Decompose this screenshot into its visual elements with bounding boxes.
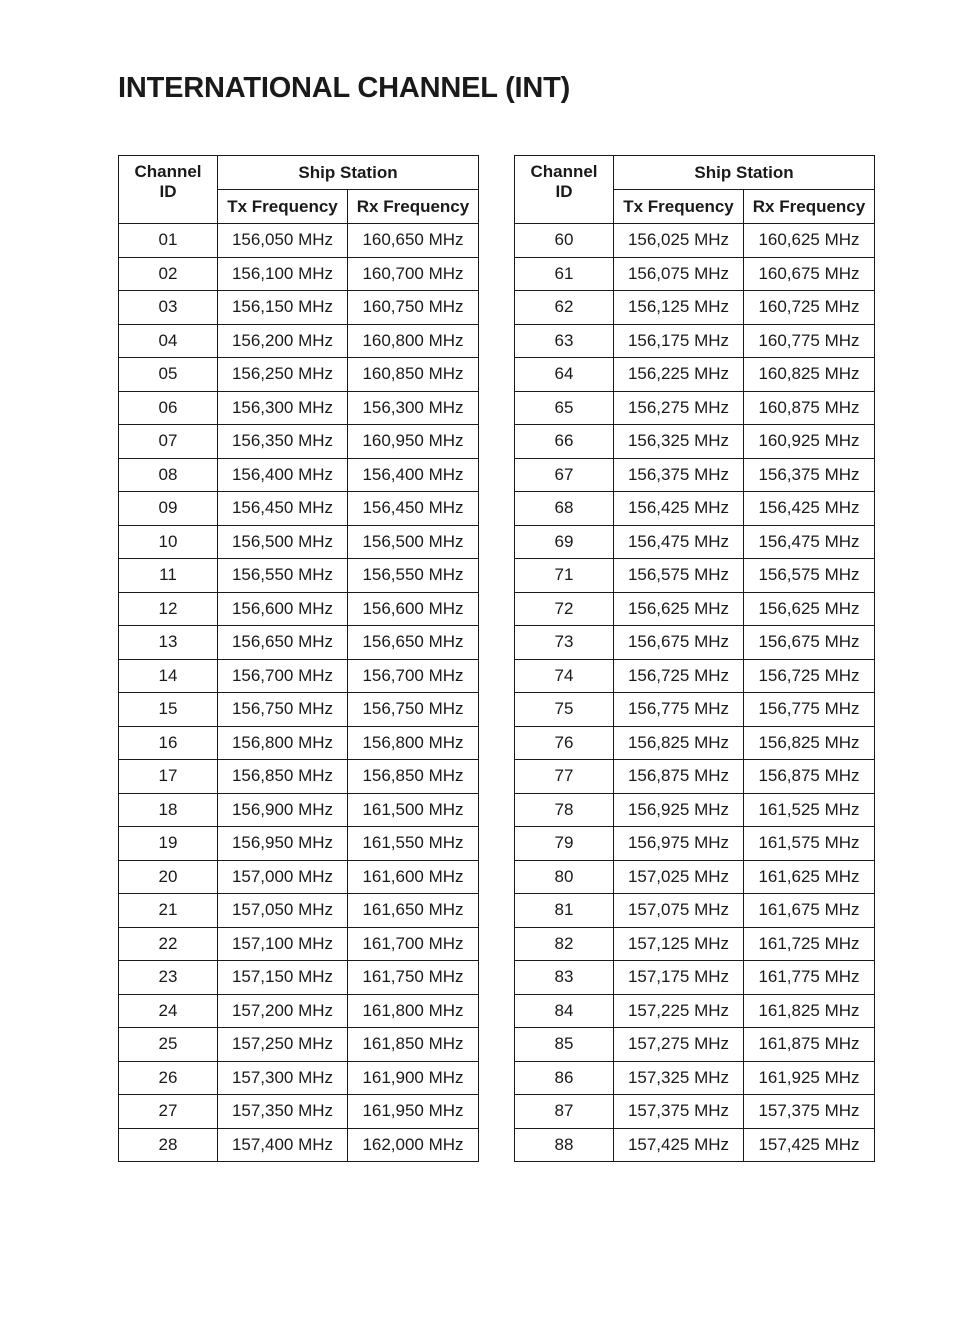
tx-frequency-cell: 156,425 MHz [614,492,744,526]
tx-frequency-cell: 156,975 MHz [614,827,744,861]
tx-frequency-cell: 156,575 MHz [614,559,744,593]
tx-frequency-cell: 156,450 MHz [218,492,348,526]
tx-frequency-cell: 157,350 MHz [218,1095,348,1129]
table-row [515,559,875,593]
tx-frequency-cell: 156,050 MHz [218,224,348,258]
table-row [119,1128,479,1162]
channel-id-cell: 24 [119,994,218,1028]
table-row [119,860,479,894]
tx-frequency-cell: 156,775 MHz [614,693,744,727]
rx-frequency-cell: 161,775 MHz [744,961,875,995]
tx-frequency-cell: 156,800 MHz [218,726,348,760]
table-row [515,1095,875,1129]
rx-frequency-cell: 161,575 MHz [744,827,875,861]
tx-frequency-cell: 156,900 MHz [218,793,348,827]
channel-id-cell: 85 [515,1028,614,1062]
channel-id-cell: 83 [515,961,614,995]
channel-table-right [514,155,875,1162]
table-row [515,659,875,693]
tx-frequency-cell: 157,175 MHz [614,961,744,995]
table-row [119,693,479,727]
tx-frequency-cell: 156,400 MHz [218,458,348,492]
rx-frequency-cell: 160,725 MHz [744,291,875,325]
channel-id-cell: 13 [119,626,218,660]
rx-frequency-cell: 156,650 MHz [348,626,479,660]
channel-id-cell: 73 [515,626,614,660]
rx-frequency-cell: 160,950 MHz [348,425,479,459]
tx-frequency-cell: 157,125 MHz [614,927,744,961]
channel-id-cell: 87 [515,1095,614,1129]
channel-id-cell: 04 [119,324,218,358]
tx-frequency-cell: 156,500 MHz [218,525,348,559]
ship-station-header: Ship Station [614,156,875,190]
table-row [119,927,479,961]
tx-frequency-cell: 156,750 MHz [218,693,348,727]
table-row [119,1028,479,1062]
tx-frequency-cell: 156,825 MHz [614,726,744,760]
tx-frequency-cell: 156,875 MHz [614,760,744,794]
rx-frequency-cell: 160,825 MHz [744,358,875,392]
tx-frequency-cell: 156,275 MHz [614,391,744,425]
table-row [119,793,479,827]
tx-frequency-cell: 156,550 MHz [218,559,348,593]
rx-frequency-cell: 160,775 MHz [744,324,875,358]
table-row [119,827,479,861]
rx-frequency-cell: 156,475 MHz [744,525,875,559]
channel-id-cell: 82 [515,927,614,961]
channel-header-line2: ID [159,182,177,201]
table-row [119,659,479,693]
tx-frequency-cell: 157,225 MHz [614,994,744,1028]
table-row [119,1061,479,1095]
rx-frequency-cell: 161,800 MHz [348,994,479,1028]
tx-frequency-cell: 156,475 MHz [614,525,744,559]
table-row [515,1128,875,1162]
table-body [515,224,875,1162]
rx-frequency-cell: 161,925 MHz [744,1061,875,1095]
channel-id-cell: 77 [515,760,614,794]
rx-frequency-cell: 160,625 MHz [744,224,875,258]
tx-frequency-cell: 156,375 MHz [614,458,744,492]
channel-id-cell: 14 [119,659,218,693]
tx-frequency-cell: 156,850 MHz [218,760,348,794]
table-row [515,291,875,325]
rx-frequency-cell: 156,600 MHz [348,592,479,626]
rx-frequency-cell: 160,750 MHz [348,291,479,325]
rx-frequency-cell: 156,550 MHz [348,559,479,593]
channel-id-cell: 06 [119,391,218,425]
table-row [515,525,875,559]
rx-frequency-cell: 161,725 MHz [744,927,875,961]
rx-frequency-cell: 161,650 MHz [348,894,479,928]
table-row [119,626,479,660]
channel-header-line2: ID [555,182,573,201]
table-row [119,492,479,526]
table-row [119,458,479,492]
table-row [515,927,875,961]
tx-frequency-cell: 156,625 MHz [614,592,744,626]
channel-id-cell: 22 [119,927,218,961]
channel-id-header [515,156,614,224]
channel-id-cell: 61 [515,257,614,291]
tx-frequency-header: Tx Frequency [614,190,744,224]
rx-frequency-cell: 161,900 MHz [348,1061,479,1095]
channel-id-cell: 76 [515,726,614,760]
table-row [119,291,479,325]
rx-frequency-cell: 160,875 MHz [744,391,875,425]
tx-frequency-cell: 157,425 MHz [614,1128,744,1162]
table-row [515,894,875,928]
tx-frequency-cell: 157,300 MHz [218,1061,348,1095]
channel-id-cell: 17 [119,760,218,794]
table-row [515,626,875,660]
table-row [119,894,479,928]
table-row [515,358,875,392]
table-body [119,224,479,1162]
ship-station-header: Ship Station [218,156,479,190]
rx-frequency-cell: 160,800 MHz [348,324,479,358]
tx-frequency-cell: 156,600 MHz [218,592,348,626]
channel-header-line1: Channel [134,162,202,181]
tx-frequency-cell: 157,050 MHz [218,894,348,928]
channel-id-cell: 71 [515,559,614,593]
tx-frequency-cell: 156,950 MHz [218,827,348,861]
channel-id-cell: 01 [119,224,218,258]
rx-frequency-cell: 161,550 MHz [348,827,479,861]
rx-frequency-cell: 161,875 MHz [744,1028,875,1062]
rx-frequency-cell: 160,650 MHz [348,224,479,258]
table-row [515,391,875,425]
rx-frequency-cell: 156,500 MHz [348,525,479,559]
tx-frequency-cell: 156,075 MHz [614,257,744,291]
rx-frequency-cell: 156,725 MHz [744,659,875,693]
channel-id-cell: 07 [119,425,218,459]
table-row [515,693,875,727]
channel-id-cell: 16 [119,726,218,760]
table-row [119,994,479,1028]
channel-id-cell: 64 [515,358,614,392]
rx-frequency-cell: 160,925 MHz [744,425,875,459]
table-row [119,559,479,593]
rx-frequency-cell: 157,425 MHz [744,1128,875,1162]
tx-frequency-cell: 157,275 MHz [614,1028,744,1062]
rx-frequency-cell: 156,575 MHz [744,559,875,593]
rx-frequency-cell: 156,300 MHz [348,391,479,425]
rx-frequency-cell: 161,600 MHz [348,860,479,894]
table-row [515,760,875,794]
channel-id-cell: 25 [119,1028,218,1062]
rx-frequency-cell: 161,500 MHz [348,793,479,827]
table-row [515,324,875,358]
tx-frequency-cell: 156,175 MHz [614,324,744,358]
channel-id-cell: 66 [515,425,614,459]
tx-frequency-cell: 156,350 MHz [218,425,348,459]
rx-frequency-cell: 161,675 MHz [744,894,875,928]
channel-id-cell: 88 [515,1128,614,1162]
tx-frequency-cell: 156,925 MHz [614,793,744,827]
channel-id-cell: 18 [119,793,218,827]
channel-id-cell: 65 [515,391,614,425]
rx-frequency-cell: 161,950 MHz [348,1095,479,1129]
channel-id-cell: 60 [515,224,614,258]
tx-frequency-cell: 156,725 MHz [614,659,744,693]
tx-frequency-cell: 156,650 MHz [218,626,348,660]
channel-id-cell: 08 [119,458,218,492]
rx-frequency-cell: 156,850 MHz [348,760,479,794]
table-row [515,592,875,626]
tx-frequency-cell: 157,075 MHz [614,894,744,928]
table-row [515,257,875,291]
table-row [119,257,479,291]
channel-id-cell: 84 [515,994,614,1028]
channel-id-header [119,156,218,224]
rx-frequency-cell: 161,525 MHz [744,793,875,827]
rx-frequency-cell: 161,825 MHz [744,994,875,1028]
channel-id-cell: 19 [119,827,218,861]
channel-id-cell: 12 [119,592,218,626]
channel-id-cell: 86 [515,1061,614,1095]
rx-frequency-cell: 156,400 MHz [348,458,479,492]
rx-frequency-cell: 156,675 MHz [744,626,875,660]
rx-frequency-cell: 156,750 MHz [348,693,479,727]
table-row [119,425,479,459]
channel-id-cell: 75 [515,693,614,727]
rx-frequency-cell: 161,750 MHz [348,961,479,995]
tx-frequency-header: Tx Frequency [218,190,348,224]
table-header [119,156,479,224]
table-row [515,793,875,827]
tx-frequency-cell: 157,100 MHz [218,927,348,961]
channel-header-line1: Channel [530,162,598,181]
rx-frequency-header: Rx Frequency [348,190,479,224]
tx-frequency-cell: 156,325 MHz [614,425,744,459]
channel-id-cell: 78 [515,793,614,827]
rx-frequency-cell: 156,775 MHz [744,693,875,727]
channel-id-cell: 79 [515,827,614,861]
channel-id-cell: 23 [119,961,218,995]
table-row [119,391,479,425]
channel-id-cell: 10 [119,525,218,559]
table-row [119,760,479,794]
table-header [515,156,875,224]
tx-frequency-cell: 157,375 MHz [614,1095,744,1129]
tx-frequency-cell: 157,250 MHz [218,1028,348,1062]
tx-frequency-cell: 157,325 MHz [614,1061,744,1095]
table-row [515,458,875,492]
channel-id-cell: 62 [515,291,614,325]
table-row [515,492,875,526]
tx-frequency-cell: 156,125 MHz [614,291,744,325]
table-row [119,358,479,392]
tx-frequency-cell: 156,675 MHz [614,626,744,660]
table-row [515,994,875,1028]
rx-frequency-cell: 156,375 MHz [744,458,875,492]
rx-frequency-header: Rx Frequency [744,190,875,224]
rx-frequency-cell: 161,700 MHz [348,927,479,961]
channel-id-cell: 63 [515,324,614,358]
tx-frequency-cell: 156,200 MHz [218,324,348,358]
rx-frequency-cell: 157,375 MHz [744,1095,875,1129]
table-row [119,324,479,358]
rx-frequency-cell: 156,425 MHz [744,492,875,526]
table-row [119,726,479,760]
channel-table-left [118,155,479,1162]
tx-frequency-cell: 157,025 MHz [614,860,744,894]
table-row [515,1061,875,1095]
channel-id-cell: 11 [119,559,218,593]
rx-frequency-cell: 161,625 MHz [744,860,875,894]
rx-frequency-cell: 156,700 MHz [348,659,479,693]
channel-id-cell: 21 [119,894,218,928]
channel-id-cell: 74 [515,659,614,693]
rx-frequency-cell: 161,850 MHz [348,1028,479,1062]
table-row [515,425,875,459]
channel-id-cell: 03 [119,291,218,325]
rx-frequency-cell: 160,675 MHz [744,257,875,291]
tx-frequency-cell: 156,025 MHz [614,224,744,258]
channel-id-cell: 15 [119,693,218,727]
channel-id-cell: 05 [119,358,218,392]
tx-frequency-cell: 156,300 MHz [218,391,348,425]
table-row [119,224,479,258]
channel-id-cell: 27 [119,1095,218,1129]
tx-frequency-cell: 157,200 MHz [218,994,348,1028]
channel-id-cell: 81 [515,894,614,928]
rx-frequency-cell: 156,875 MHz [744,760,875,794]
rx-frequency-cell: 156,800 MHz [348,726,479,760]
channel-id-cell: 02 [119,257,218,291]
table-row [515,726,875,760]
channel-id-cell: 80 [515,860,614,894]
table-row [515,224,875,258]
table-row [515,1028,875,1062]
rx-frequency-cell: 162,000 MHz [348,1128,479,1162]
channel-id-cell: 09 [119,492,218,526]
rx-frequency-cell: 156,825 MHz [744,726,875,760]
table-row [515,860,875,894]
table-row [119,1095,479,1129]
channel-id-cell: 67 [515,458,614,492]
table-row [119,961,479,995]
tx-frequency-cell: 157,150 MHz [218,961,348,995]
rx-frequency-cell: 156,450 MHz [348,492,479,526]
table-row [119,592,479,626]
channel-id-cell: 69 [515,525,614,559]
channel-id-cell: 72 [515,592,614,626]
tx-frequency-cell: 156,150 MHz [218,291,348,325]
tx-frequency-cell: 157,400 MHz [218,1128,348,1162]
tx-frequency-cell: 156,100 MHz [218,257,348,291]
tx-frequency-cell: 156,700 MHz [218,659,348,693]
channel-id-cell: 68 [515,492,614,526]
table-row [119,525,479,559]
rx-frequency-cell: 160,700 MHz [348,257,479,291]
page-title: INTERNATIONAL CHANNEL (INT) [118,72,571,104]
channel-id-cell: 28 [119,1128,218,1162]
table-row [515,961,875,995]
tx-frequency-cell: 157,000 MHz [218,860,348,894]
table-row [515,827,875,861]
tx-frequency-cell: 156,250 MHz [218,358,348,392]
channel-id-cell: 20 [119,860,218,894]
rx-frequency-cell: 160,850 MHz [348,358,479,392]
channel-id-cell: 26 [119,1061,218,1095]
rx-frequency-cell: 156,625 MHz [744,592,875,626]
tx-frequency-cell: 156,225 MHz [614,358,744,392]
